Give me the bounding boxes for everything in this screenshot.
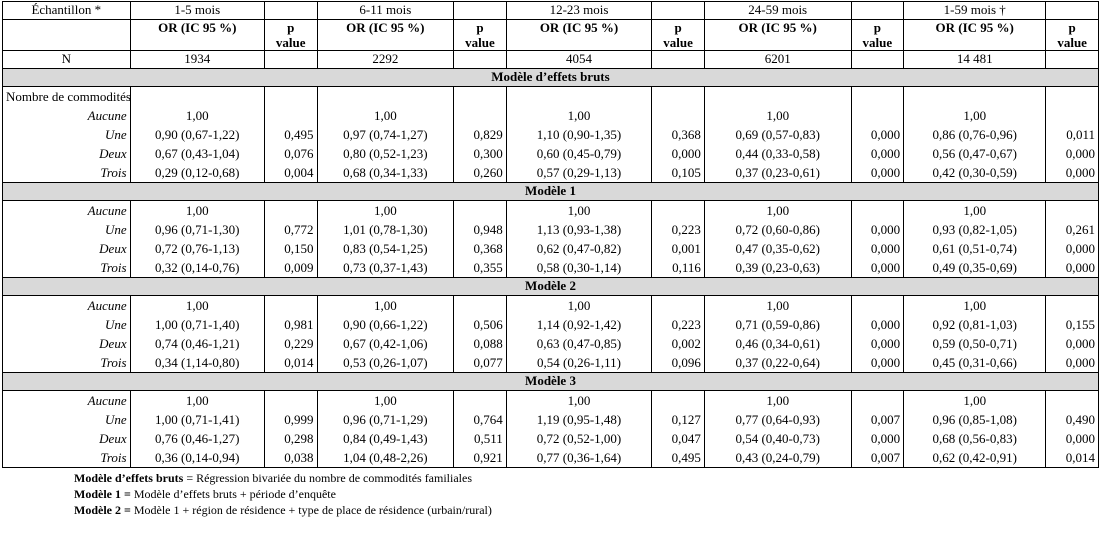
n-value: 2292 <box>317 51 454 69</box>
n-value: 6201 <box>704 51 851 69</box>
odds-ratio-cell: 0,39 (0,23-0,63) <box>704 258 851 278</box>
odds-ratio-cell: 0,92 (0,81-1,03) <box>904 315 1046 334</box>
p-value-cell: 0,000 <box>851 353 904 373</box>
p-value-cell <box>851 201 904 221</box>
odds-ratio-cell: 1,00 <box>317 391 454 411</box>
p-value-cell: 0,495 <box>264 125 317 144</box>
odds-ratio-cell: 0,72 (0,60-0,86) <box>704 220 851 239</box>
p-value-cell: 0,300 <box>454 144 507 163</box>
p-value-cell <box>264 391 317 411</box>
p-value-cell: 0,009 <box>264 258 317 278</box>
odds-ratio-cell: 0,47 (0,35-0,62) <box>704 239 851 258</box>
p-value-cell: 0,511 <box>454 429 507 448</box>
p-value-cell <box>652 391 705 411</box>
odds-ratio-cell: 1,00 <box>130 391 264 411</box>
table-row <box>3 296 1099 316</box>
p-value-cell <box>264 296 317 316</box>
table-row <box>3 220 1099 239</box>
odds-ratio-cell: 1,10 (0,90-1,35) <box>506 125 652 144</box>
odds-ratio-cell: 1,00 <box>130 201 264 221</box>
column-header-row <box>3 20 1099 51</box>
note-text: = Régression bivariée du nombre de commodités familiales <box>183 471 473 485</box>
row-label: Trois <box>3 353 131 373</box>
table-row <box>3 125 1099 144</box>
odds-ratio-cell: 0,54 (0,40-0,73) <box>704 429 851 448</box>
odds-ratio-cell: 1,00 (0,71-1,40) <box>130 315 264 334</box>
p-value-cell: 0,355 <box>454 258 507 278</box>
table-row <box>3 106 1099 125</box>
p-label: p <box>476 20 484 35</box>
odds-ratio-cell: 0,67 (0,43-1,04) <box>130 144 264 163</box>
odds-ratio-cell: 0,68 (0,56-0,83) <box>904 429 1046 448</box>
p-value-cell: 0,155 <box>1046 315 1099 334</box>
odds-ratio-cell: 0,58 (0,30-1,14) <box>506 258 652 278</box>
p-value-cell: 0,077 <box>454 353 507 373</box>
value-label: value <box>663 35 693 50</box>
p-value-cell: 0,038 <box>264 448 317 468</box>
p-value-cell: 0,948 <box>454 220 507 239</box>
odds-ratio-cell: 0,76 (0,46-1,27) <box>130 429 264 448</box>
odds-ratio-cell: 1,00 <box>130 296 264 316</box>
odds-ratio-cell: 0,74 (0,46-1,21) <box>130 334 264 353</box>
or-column-header: OR (IC 95 %) <box>704 20 851 51</box>
odds-ratio-cell: 0,59 (0,50-0,71) <box>904 334 1046 353</box>
section-title: Modèle d’effets bruts <box>3 69 1099 87</box>
p-value-cell: 0,490 <box>1046 410 1099 429</box>
table-row <box>3 334 1099 353</box>
p-label: p <box>287 20 295 35</box>
odds-ratio-cell: 1,14 (0,92-1,42) <box>506 315 652 334</box>
value-label: value <box>862 35 893 50</box>
table-row <box>3 201 1099 221</box>
or-column-header: OR (IC 95 %) <box>904 20 1046 51</box>
odds-ratio-cell: 0,77 (0,36-1,64) <box>506 448 652 468</box>
p-value-column-header <box>264 20 317 51</box>
p-value-cell <box>264 201 317 221</box>
p-value-cell: 0,764 <box>454 410 507 429</box>
note-line <box>74 486 1102 502</box>
table-row <box>3 144 1099 163</box>
p-value-cell: 0,298 <box>264 429 317 448</box>
p-value-cell: 0,261 <box>1046 220 1099 239</box>
odds-ratio-cell: 0,62 (0,42-0,91) <box>904 448 1046 468</box>
odds-ratio-cell: 0,37 (0,23-0,61) <box>704 163 851 183</box>
p-value-cell: 0,004 <box>264 163 317 183</box>
table-row <box>3 429 1099 448</box>
odds-ratio-cell: 0,90 (0,66-1,22) <box>317 315 454 334</box>
p-value-cell: 0,000 <box>851 144 904 163</box>
odds-ratio-cell: 1,19 (0,95-1,48) <box>506 410 652 429</box>
odds-ratio-cell: 0,97 (0,74-1,27) <box>317 125 454 144</box>
odds-ratio-cell: 1,00 <box>317 106 454 125</box>
table-row <box>3 258 1099 278</box>
p-value-cell: 0,223 <box>652 315 705 334</box>
odds-ratio-cell: 0,42 (0,30-0,59) <box>904 163 1046 183</box>
odds-ratio-cell: 0,96 (0,85-1,08) <box>904 410 1046 429</box>
odds-ratio-cell: 0,57 (0,29-1,13) <box>506 163 652 183</box>
odds-ratio-cell: 0,56 (0,47-0,67) <box>904 144 1046 163</box>
p-label: p <box>674 20 682 35</box>
p-value-cell: 0,047 <box>652 429 705 448</box>
note-term: Modèle d’effets bruts <box>74 471 184 485</box>
odds-ratio-cell: 1,00 <box>130 106 264 125</box>
p-value-cell: 0,002 <box>652 334 705 353</box>
p-value-cell <box>264 106 317 125</box>
table-body <box>3 2 1099 468</box>
p-value-cell: 0,088 <box>454 334 507 353</box>
p-value-cell: 0,000 <box>851 220 904 239</box>
odds-ratio-cell: 0,63 (0,47-0,85) <box>506 334 652 353</box>
odds-ratio-cell: 0,68 (0,34-1,33) <box>317 163 454 183</box>
p-value-cell <box>454 201 507 221</box>
p-value-cell <box>454 296 507 316</box>
odds-ratio-cell: 0,54 (0,26-1,11) <box>506 353 652 373</box>
table-row <box>3 239 1099 258</box>
odds-ratio-cell: 0,96 (0,71-1,29) <box>317 410 454 429</box>
odds-ratio-cell: 0,46 (0,34-0,61) <box>704 334 851 353</box>
amenities-label: Nombre de commodités <box>3 87 131 107</box>
odds-ratio-cell: 0,36 (0,14-0,94) <box>130 448 264 468</box>
p-value-cell: 0,495 <box>652 448 705 468</box>
p-value-cell <box>851 296 904 316</box>
odds-ratio-cell: 0,29 (0,12-0,68) <box>130 163 264 183</box>
odds-ratio-cell: 0,73 (0,37-1,43) <box>317 258 454 278</box>
odds-ratio-cell: 0,37 (0,22-0,64) <box>704 353 851 373</box>
note-line <box>74 502 1102 518</box>
odds-ratio-cell: 0,44 (0,33-0,58) <box>704 144 851 163</box>
p-value-cell: 0,000 <box>851 125 904 144</box>
row-label: Trois <box>3 163 131 183</box>
p-value-cell: 0,229 <box>264 334 317 353</box>
p-value-cell: 0,999 <box>264 410 317 429</box>
odds-ratio-cell: 0,83 (0,54-1,25) <box>317 239 454 258</box>
row-label: Une <box>3 125 131 144</box>
odds-ratio-cell: 1,00 <box>506 201 652 221</box>
p-value-cell: 0,000 <box>851 163 904 183</box>
odds-ratio-cell: 0,34 (1,14-0,80) <box>130 353 264 373</box>
row-label: Aucune <box>3 201 131 221</box>
p-value-cell: 0,007 <box>851 448 904 468</box>
odds-ratio-cell: 1,13 (0,93-1,38) <box>506 220 652 239</box>
section-title: Modèle 3 <box>3 373 1099 391</box>
age-group-header: 6-11 mois <box>317 2 454 20</box>
p-value-cell: 0,921 <box>454 448 507 468</box>
age-group-header: 24-59 mois <box>704 2 851 20</box>
age-group-header: 12-23 mois <box>506 2 652 20</box>
row-label: Aucune <box>3 106 131 125</box>
section-header-row <box>3 183 1099 201</box>
odds-ratio-cell: 1,00 <box>506 391 652 411</box>
odds-ratio-cell: 0,90 (0,67-1,22) <box>130 125 264 144</box>
p-value-cell <box>652 106 705 125</box>
p-value-cell: 0,000 <box>1046 163 1099 183</box>
p-value-cell: 0,000 <box>1046 258 1099 278</box>
p-value-cell: 0,116 <box>652 258 705 278</box>
note-term: Modèle 1 = <box>74 487 131 501</box>
odds-ratio-cell: 1,00 <box>704 201 851 221</box>
p-value-cell: 0,000 <box>851 239 904 258</box>
odds-ratio-cell: 0,84 (0,49-1,43) <box>317 429 454 448</box>
p-value-cell: 0,000 <box>851 429 904 448</box>
odds-ratio-cell: 0,43 (0,24-0,79) <box>704 448 851 468</box>
age-group-header: 1-5 mois <box>130 2 264 20</box>
p-value-cell <box>454 391 507 411</box>
odds-ratio-cell: 0,60 (0,45-0,79) <box>506 144 652 163</box>
n-value: 4054 <box>506 51 652 69</box>
odds-ratio-cell: 1,00 <box>506 106 652 125</box>
p-value-cell: 0,001 <box>652 239 705 258</box>
p-value-cell: 0,506 <box>454 315 507 334</box>
p-value-cell: 0,368 <box>454 239 507 258</box>
odds-ratio-cell: 1,00 <box>317 296 454 316</box>
value-label: value <box>465 35 495 50</box>
odds-ratio-cell: 1,00 <box>317 201 454 221</box>
p-value-column-header <box>454 20 507 51</box>
n-value: 1934 <box>130 51 264 69</box>
odds-ratio-cell: 0,61 (0,51-0,74) <box>904 239 1046 258</box>
odds-ratio-cell: 0,71 (0,59-0,86) <box>704 315 851 334</box>
odds-ratio-cell: 0,96 (0,71-1,30) <box>130 220 264 239</box>
p-value-cell: 0,000 <box>1046 334 1099 353</box>
odds-ratio-cell: 1,00 <box>704 391 851 411</box>
odds-ratio-cell: 0,77 (0,64-0,93) <box>704 410 851 429</box>
odds-ratio-cell: 1,00 <box>506 296 652 316</box>
row-label: Deux <box>3 334 131 353</box>
p-value-cell: 0,000 <box>851 315 904 334</box>
section-header-row <box>3 278 1099 296</box>
p-value-cell: 0,981 <box>264 315 317 334</box>
p-value-cell: 0,000 <box>1046 239 1099 258</box>
odds-ratio-cell: 0,53 (0,26-1,07) <box>317 353 454 373</box>
odds-ratio-cell: 1,00 <box>904 391 1046 411</box>
odds-ratio-cell: 0,62 (0,47-0,82) <box>506 239 652 258</box>
value-label: value <box>1057 35 1087 50</box>
odds-ratio-cell: 0,93 (0,82-1,05) <box>904 220 1046 239</box>
odds-ratio-cell: 1,00 <box>904 106 1046 125</box>
p-value-cell <box>1046 106 1099 125</box>
amenities-label-row <box>3 87 1099 107</box>
row-label: Trois <box>3 258 131 278</box>
p-value-cell: 0,772 <box>264 220 317 239</box>
odds-ratio-cell: 0,67 (0,42-1,06) <box>317 334 454 353</box>
p-value-cell: 0,127 <box>652 410 705 429</box>
p-value-cell: 0,000 <box>1046 429 1099 448</box>
p-value-cell: 0,076 <box>264 144 317 163</box>
n-row <box>3 51 1099 69</box>
section-header-row <box>3 373 1099 391</box>
odds-ratio-cell: 0,80 (0,52-1,23) <box>317 144 454 163</box>
p-value-cell: 0,000 <box>1046 144 1099 163</box>
note-text: Modèle 1 + région de résidence + type de place de résidence (urbain/rural) <box>130 503 492 517</box>
table-notes <box>74 470 1102 518</box>
or-column-header: OR (IC 95 %) <box>317 20 454 51</box>
p-value-cell: 0,150 <box>264 239 317 258</box>
table-row <box>3 391 1099 411</box>
p-value-cell <box>652 201 705 221</box>
p-label: p <box>873 20 881 35</box>
p-value-cell: 0,223 <box>652 220 705 239</box>
odds-ratio-cell: 1,01 (0,78-1,30) <box>317 220 454 239</box>
row-label: Trois <box>3 448 131 468</box>
note-line <box>74 470 1102 486</box>
p-value-cell: 0,000 <box>1046 353 1099 373</box>
p-value-cell <box>652 296 705 316</box>
odds-ratio-cell: 0,72 (0,52-1,00) <box>506 429 652 448</box>
section-header-row <box>3 69 1099 87</box>
p-value-cell: 0,096 <box>652 353 705 373</box>
p-value-cell <box>851 391 904 411</box>
p-value-cell: 0,260 <box>454 163 507 183</box>
table-row <box>3 163 1099 183</box>
table-row <box>3 353 1099 373</box>
note-text: Modèle d’effets bruts + période d’enquête <box>130 487 336 501</box>
p-value-cell <box>1046 391 1099 411</box>
odds-ratio-table <box>2 1 1099 468</box>
sample-label: Échantillon * <box>3 2 131 20</box>
odds-ratio-cell: 1,00 <box>904 296 1046 316</box>
p-value-cell <box>454 106 507 125</box>
p-value-cell: 0,000 <box>851 258 904 278</box>
odds-ratio-cell: 0,72 (0,76-1,13) <box>130 239 264 258</box>
p-value-cell <box>851 106 904 125</box>
p-value-cell: 0,014 <box>1046 448 1099 468</box>
odds-ratio-cell: 1,00 <box>704 296 851 316</box>
table-row <box>3 448 1099 468</box>
odds-ratio-cell: 0,49 (0,35-0,69) <box>904 258 1046 278</box>
row-label: Une <box>3 315 131 334</box>
odds-ratio-cell: 0,86 (0,76-0,96) <box>904 125 1046 144</box>
odds-ratio-cell: 1,00 <box>704 106 851 125</box>
p-value-cell: 0,829 <box>454 125 507 144</box>
table-row <box>3 410 1099 429</box>
p-value-cell: 0,000 <box>851 334 904 353</box>
p-value-cell: 0,011 <box>1046 125 1099 144</box>
row-label: Deux <box>3 144 131 163</box>
p-value-cell: 0,105 <box>652 163 705 183</box>
value-label: value <box>275 35 306 50</box>
row-label: Deux <box>3 429 131 448</box>
p-value-column-header <box>1046 20 1099 51</box>
p-value-cell <box>1046 296 1099 316</box>
age-group-header-row <box>3 2 1099 20</box>
or-column-header: OR (IC 95 %) <box>130 20 264 51</box>
section-title: Modèle 1 <box>3 183 1099 201</box>
p-value-column-header <box>652 20 705 51</box>
n-label: N <box>3 51 131 69</box>
section-title: Modèle 2 <box>3 278 1099 296</box>
or-column-header: OR (IC 95 %) <box>506 20 652 51</box>
p-value-cell: 0,007 <box>851 410 904 429</box>
odds-ratio-cell: 1,00 <box>904 201 1046 221</box>
row-label: Une <box>3 410 131 429</box>
odds-ratio-cell: 0,32 (0,14-0,76) <box>130 258 264 278</box>
odds-ratio-cell: 0,69 (0,57-0,83) <box>704 125 851 144</box>
p-value-column-header <box>851 20 904 51</box>
p-value-cell: 0,000 <box>652 144 705 163</box>
odds-ratio-cell: 0,45 (0,31-0,66) <box>904 353 1046 373</box>
note-term: Modèle 2 = <box>74 503 131 517</box>
p-value-cell: 0,014 <box>264 353 317 373</box>
row-label: Une <box>3 220 131 239</box>
odds-ratio-cell: 1,00 (0,71-1,41) <box>130 410 264 429</box>
p-label: p <box>1068 20 1076 35</box>
p-value-cell <box>1046 201 1099 221</box>
row-label: Aucune <box>3 296 131 316</box>
n-value: 14 481 <box>904 51 1046 69</box>
row-label: Aucune <box>3 391 131 411</box>
row-label: Deux <box>3 239 131 258</box>
p-value-cell: 0,368 <box>652 125 705 144</box>
table-row <box>3 315 1099 334</box>
age-group-header: 1-59 mois † <box>904 2 1046 20</box>
odds-ratio-cell: 1,04 (0,48-2,26) <box>317 448 454 468</box>
